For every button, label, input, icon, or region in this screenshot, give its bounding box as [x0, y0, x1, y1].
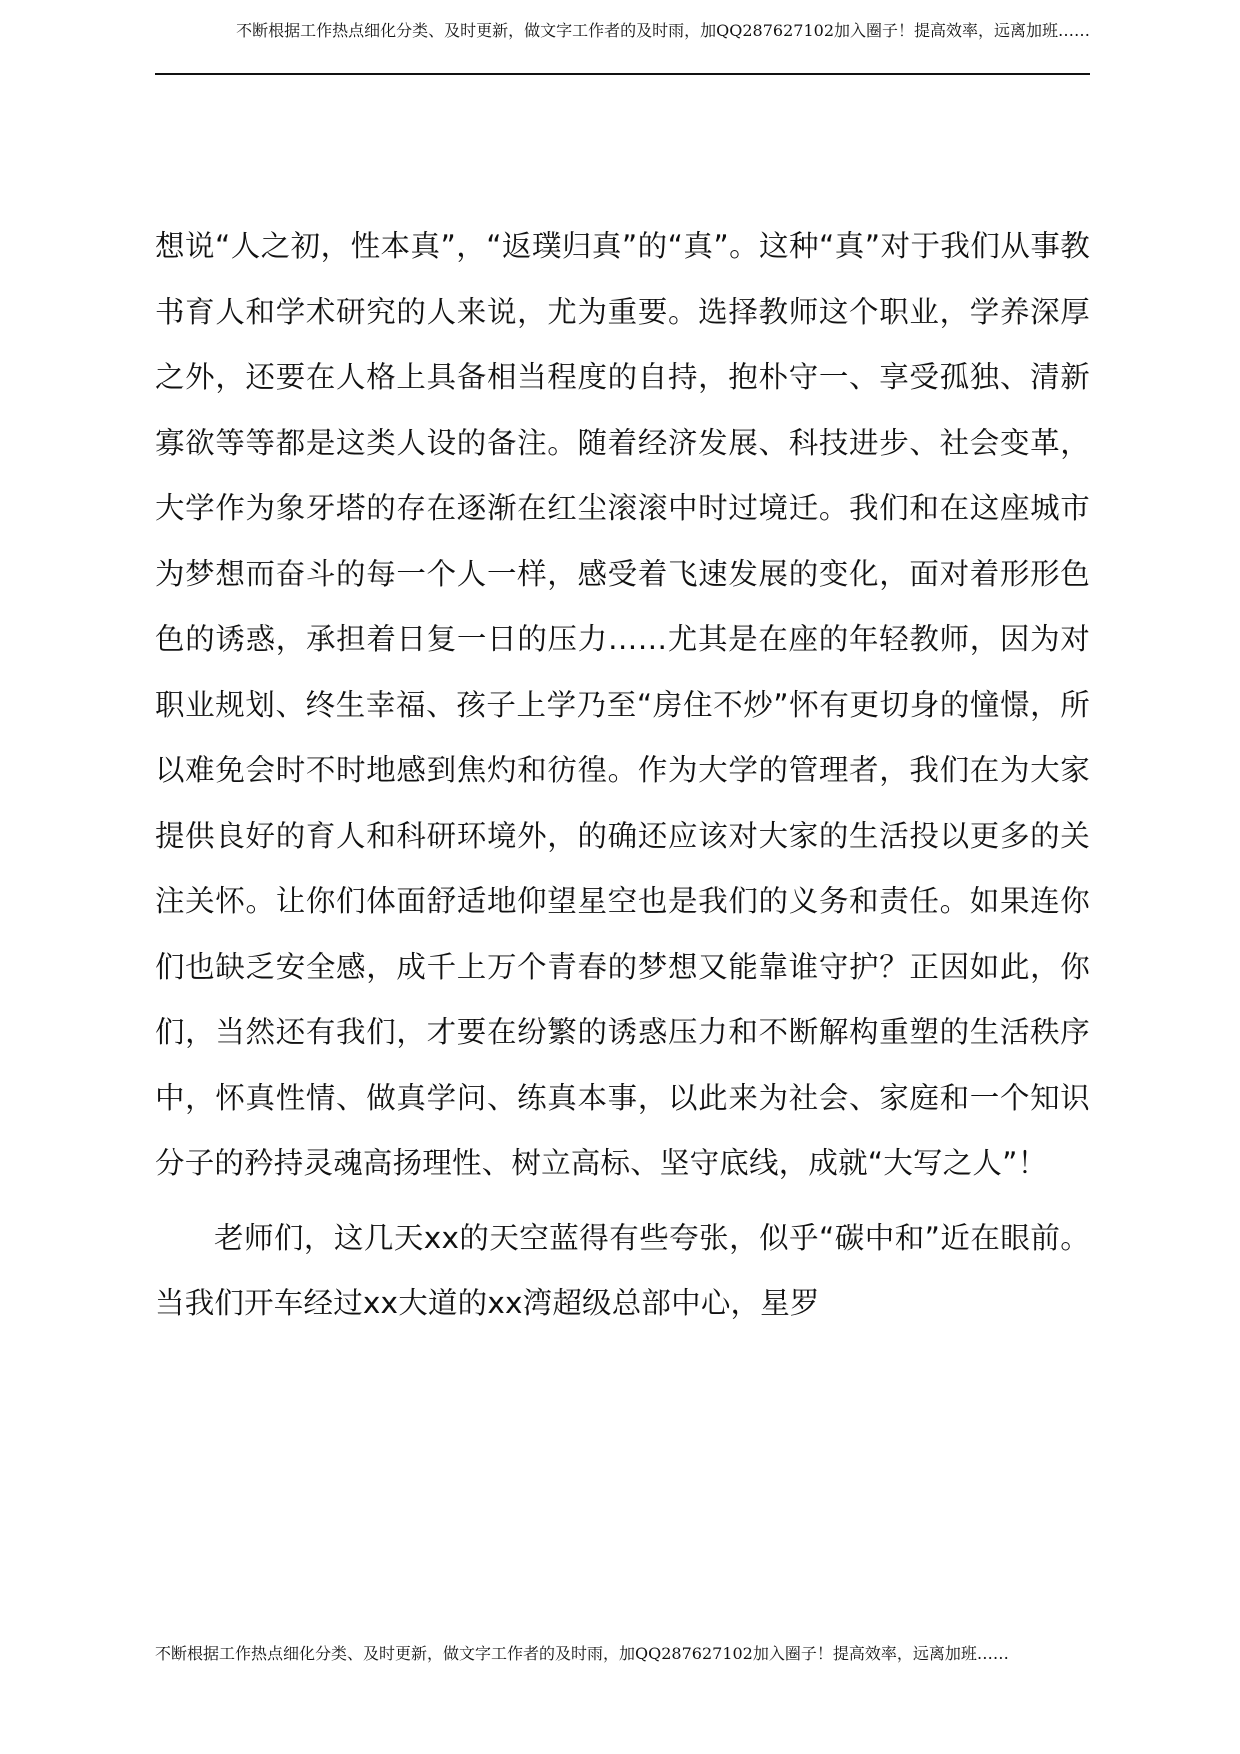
body-paragraph: 老师们，这几天xx的天空蓝得有些夸张，似乎“碳中和”近在眼前。当我们开车经过xx大道的xx湾超级总部中心，星罗	[155, 1220, 1090, 1320]
page-header	[155, 18, 1090, 43]
footer-text: 不断根据工作热点细化分类、及时更新，做文字工作者的及时雨，加QQ287627102加入圈子！提高效率，远离加班……	[155, 1644, 1009, 1663]
body-paragraph: 想说“人之初，性本真”，“返璞归真”的“真”。这种“真”对于我们从事教书育人和学术研究的人来说，尤为重要。选择教师这个职业，学养深厚之外，还要在人格上具备相当程度的自持，抱朴守一、享受孤独、清新寡欲等等都是这类人设的备注。随着经济发展、科技进步、社会变革，大学作为象牙塔的存在逐渐在红尘滚滚中时过境迁。我们和在这座城市为梦想而奋斗的每一个人一样，感受着飞速发展的变化，面对着形形色色的诱惑，承担着日复一日的压力……尤其是在座的年轻教师，因为对职业规划、终生幸福、孩子上学乃至“房住不炒”怀有更切身的憧憬，所以难免会时不时地感到焦灼和彷徨。作为大学的管理者，我们在为大家提供良好的育人和科研环境外，的确还应该对大家的生活投以更多的关注关怀。让你们体面舒适地仰望星空也是我们的义务和责任。如果连你们也缺乏安全感，成千上万个青春的梦想又能靠谁守护？正因如此，你们，当然还有我们，才要在纷繁的诱惑压力和不断解构重塑的生活秩序中，怀真性情、做真学问、练真本事，以此来为社会、家庭和一个知识分子的矜持灵魂高扬理性、树立高标、坚守底线，成就“大写之人”！	[155, 229, 1090, 1180]
header-text: 不断根据工作热点细化分类、及时更新，做文字工作者的及时雨，加QQ287627102加入圈子！提高效率，远离加班……	[236, 21, 1090, 40]
page-footer	[155, 1641, 1090, 1666]
document-body	[155, 214, 1090, 1337]
header-divider	[155, 73, 1090, 75]
